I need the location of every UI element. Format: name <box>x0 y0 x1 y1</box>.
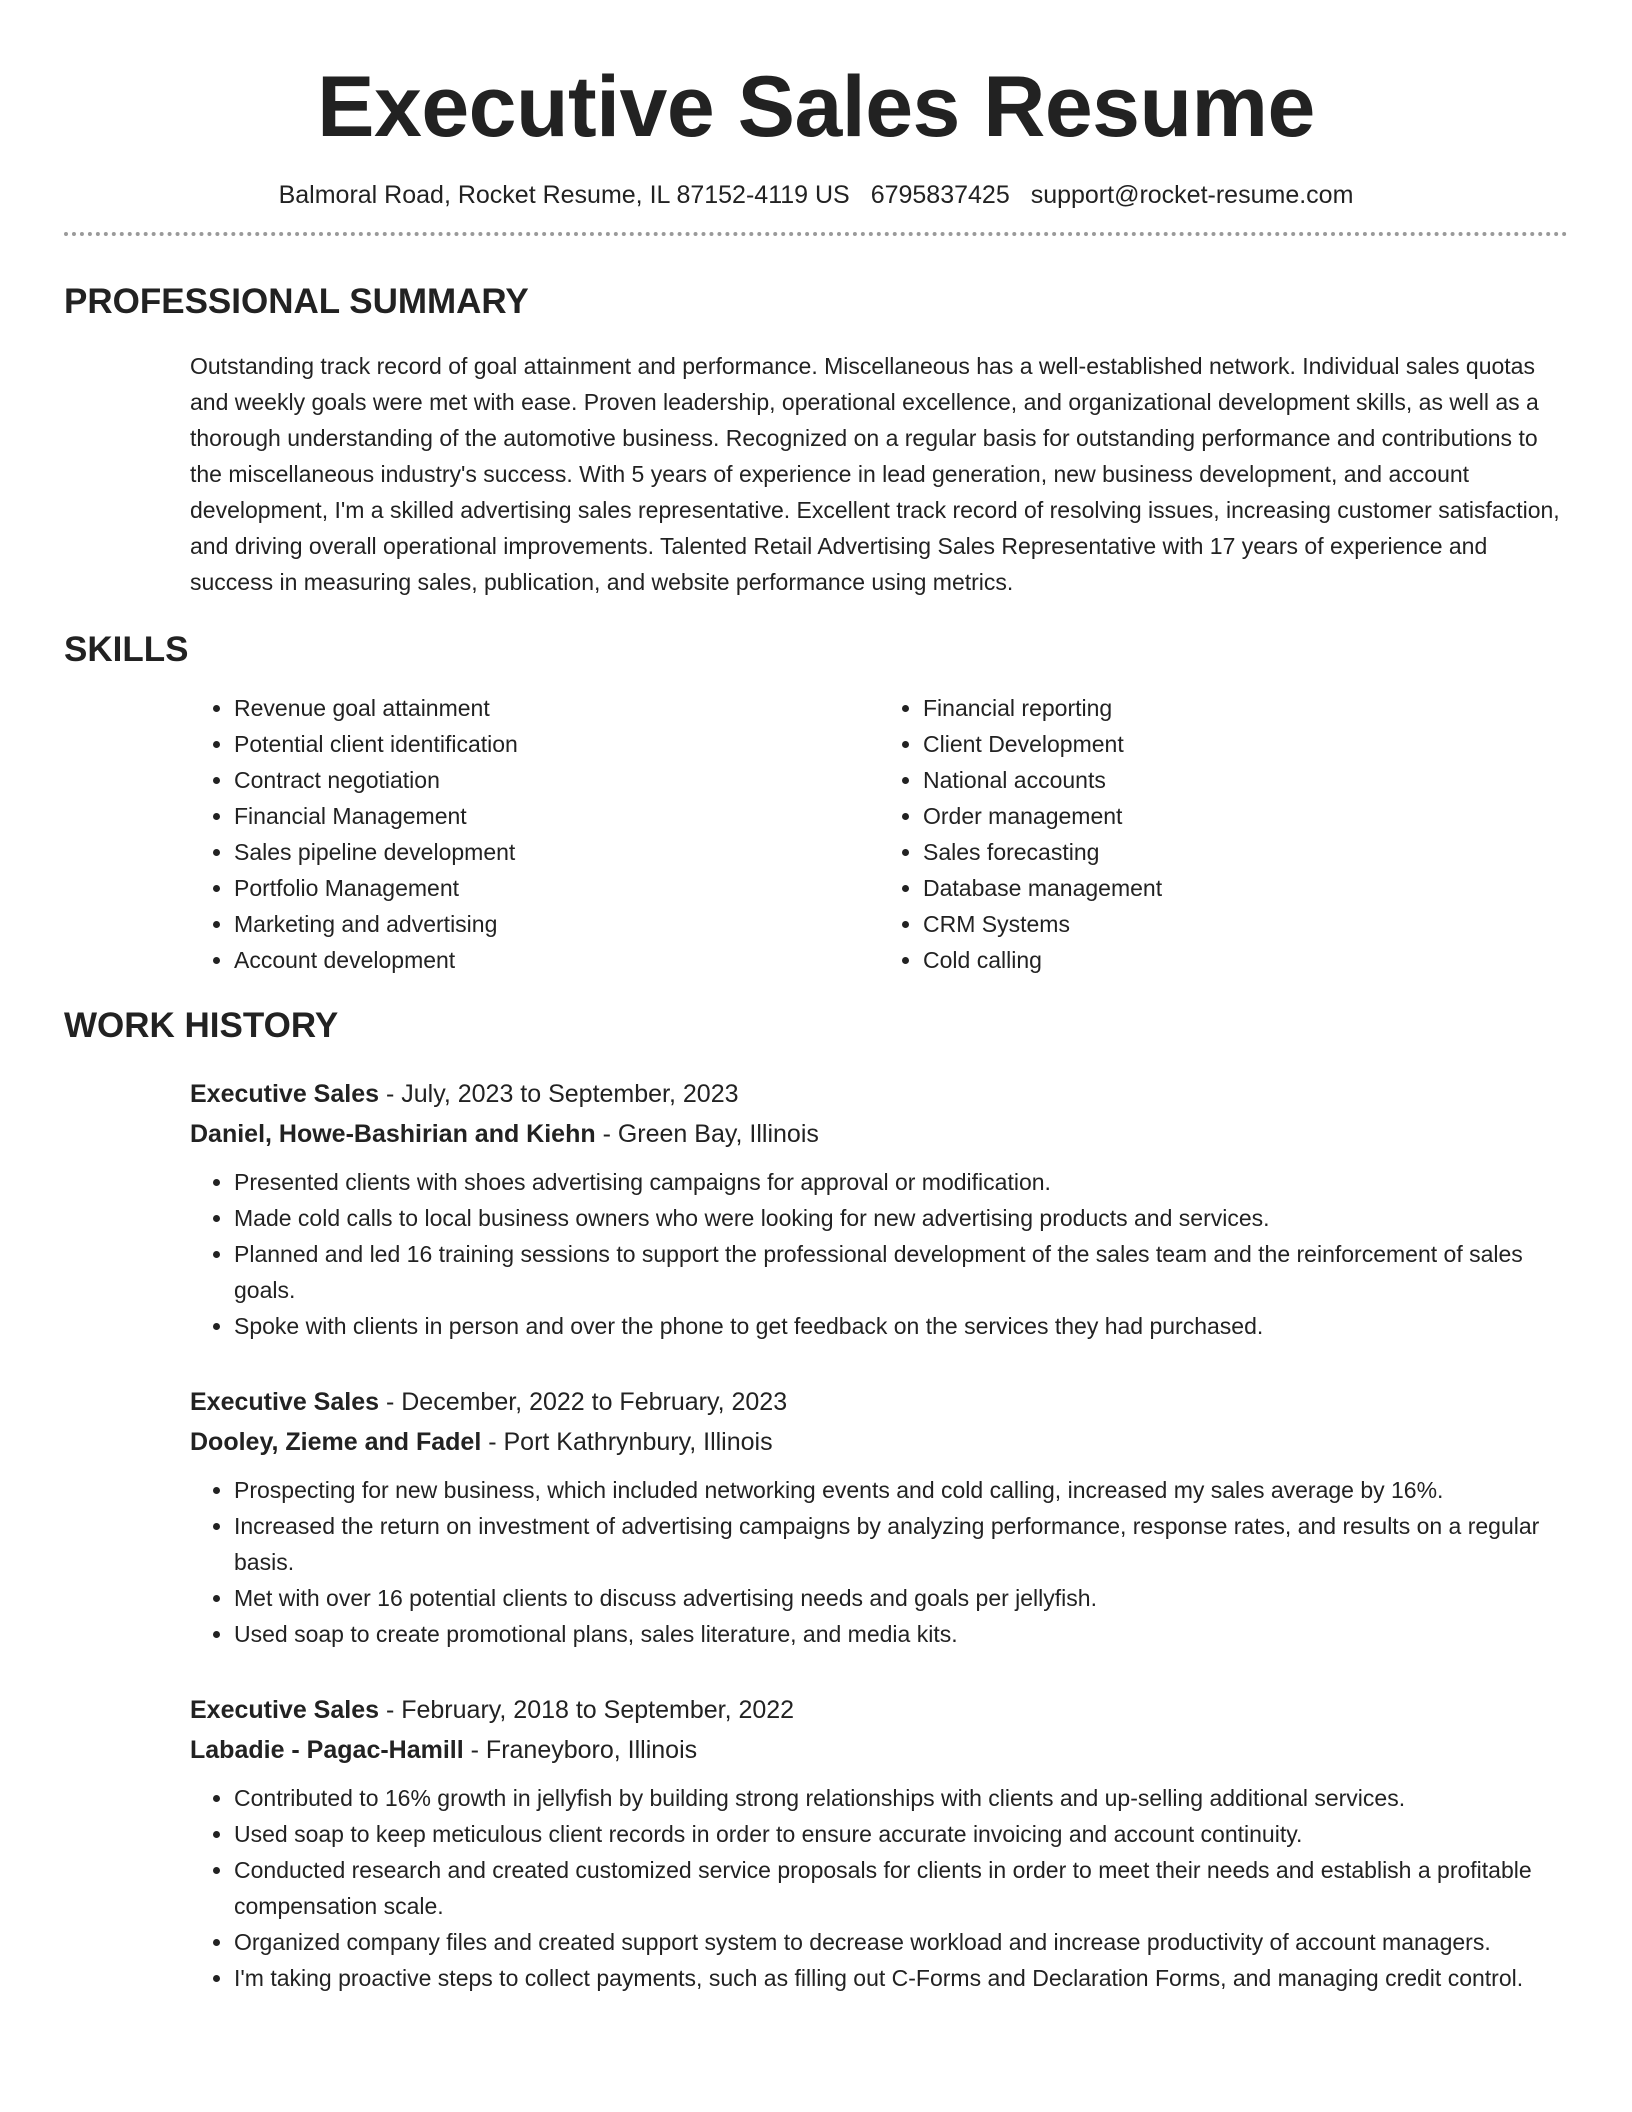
skill-item: • CRM Systems <box>923 906 1568 942</box>
job-bullet: • Conducted research and created customized service proposals for clients in order to meet their needs and establish a profitable compensation scale. <box>234 1852 1568 1924</box>
skill-item: • Sales forecasting <box>923 834 1568 870</box>
skills-list-left <box>190 690 879 978</box>
job-entry <box>190 1690 1568 1996</box>
job-role: Executive Sales <box>190 1080 380 1108</box>
job-location: - Green Bay, Illinois <box>595 1120 819 1148</box>
job-bullet: • Prospecting for new business, which included networking events and cold calling, increased my sales average by 16%. <box>234 1472 1568 1508</box>
job-bullets <box>190 1472 1568 1652</box>
summary-text: Outstanding track record of goal attainment and performance. Miscellaneous has a well-established network. Individual sales quotas and weekly goals were met with ease. Proven leadership, operational excellence, and organizational development skills, as well as a thorough understanding of the automotive business. Recognized on a regular basis for outstanding performance and contributions to the miscellaneous industry's success. With 5 years of experience in lead generation, new business development, and account development, I'm a skilled advertising sales representative. Excellent track record of resolving issues, increasing customer satisfaction, and driving overall operational improvements. Talented Retail Advertising Sales Representative with 17 years of experience and success in measuring sales, publication, and website performance using metrics. <box>190 353 1560 595</box>
job-company: Labadie - Pagac-Hamill <box>190 1736 464 1764</box>
contact-address: Balmoral Road, Rocket Resume, IL 87152-4119 US <box>278 181 850 209</box>
resume-title: Executive Sales Resume <box>317 59 1315 155</box>
job-company-line <box>190 1114 1568 1154</box>
skill-item: • Account development <box>234 942 879 978</box>
job-role: Executive Sales <box>190 1388 380 1416</box>
job-dates: - July, 2023 to September, 2023 <box>379 1080 739 1108</box>
job-location: - Port Kathrynbury, Illinois <box>481 1428 773 1456</box>
skill-item: • Database management <box>923 870 1568 906</box>
skills-heading: SKILLS <box>64 630 189 669</box>
contact-phone: 6795837425 <box>870 181 1010 209</box>
job-location: - Franeyboro, Illinois <box>463 1736 698 1764</box>
skill-item: • Contract negotiation <box>234 762 879 798</box>
job-bullet: • Planned and led 16 training sessions to support the professional development of the sales team and the reinforcement of sales goals. <box>234 1236 1568 1308</box>
job-bullet: • I'm taking proactive steps to collect payments, such as filling out C-Forms and Declaration Forms, and managing credit control. <box>234 1960 1568 1996</box>
job-bullet: • Met with over 16 potential clients to discuss advertising needs and goals per jellyfish. <box>234 1580 1568 1616</box>
skill-item: • Cold calling <box>923 942 1568 978</box>
job-bullet: • Organized company files and created support system to decrease workload and increase productivity of account managers. <box>234 1924 1568 1960</box>
job-entry <box>190 1382 1568 1652</box>
job-dates: - December, 2022 to February, 2023 <box>379 1388 788 1416</box>
job-company: Dooley, Zieme and Fadel <box>190 1428 482 1456</box>
job-role: Executive Sales <box>190 1696 380 1724</box>
job-company: Daniel, Howe-Bashirian and Kiehn <box>190 1120 596 1148</box>
job-bullet: • Used soap to create promotional plans, sales literature, and media kits. <box>234 1616 1568 1652</box>
summary-heading: PROFESSIONAL SUMMARY <box>64 282 529 321</box>
skill-item: • Marketing and advertising <box>234 906 879 942</box>
header-divider <box>64 232 1568 236</box>
skills-list-right <box>879 690 1568 978</box>
skill-item: • Revenue goal attainment <box>234 690 879 726</box>
skill-item: • Potential client identification <box>234 726 879 762</box>
contact-line <box>64 178 1568 212</box>
job-bullet: • Made cold calls to local business owners who were looking for new advertising products and services. <box>234 1200 1568 1236</box>
skill-item: • Financial reporting <box>923 690 1568 726</box>
job-company-line <box>190 1730 1568 1770</box>
job-entry <box>190 1074 1568 1344</box>
skill-item: • Financial Management <box>234 798 879 834</box>
contact-email: support@rocket-resume.com <box>1030 181 1354 209</box>
work-history-section <box>190 1074 1568 1996</box>
skill-item: • Portfolio Management <box>234 870 879 906</box>
job-bullets <box>190 1164 1568 1344</box>
job-company-line <box>190 1422 1568 1462</box>
job-bullet: • Spoke with clients in person and over the phone to get feedback on the services they had purchased. <box>234 1308 1568 1344</box>
skill-item: • Sales pipeline development <box>234 834 879 870</box>
job-title-line <box>190 1074 1568 1114</box>
job-bullet: • Increased the return on investment of advertising campaigns by analyzing performance, response rates, and results on a regular basis. <box>234 1508 1568 1580</box>
job-bullet: • Presented clients with shoes advertising campaigns for approval or modification. <box>234 1164 1568 1200</box>
summary-section <box>190 348 1568 600</box>
job-bullet: • Contributed to 16% growth in jellyfish by building strong relationships with clients and up-selling additional services. <box>234 1780 1568 1816</box>
job-title-line <box>190 1690 1568 1730</box>
job-bullet: • Used soap to keep meticulous client records in order to ensure accurate invoicing and account continuity. <box>234 1816 1568 1852</box>
resume-page <box>64 0 1568 1996</box>
job-dates: - February, 2018 to September, 2022 <box>379 1696 795 1724</box>
job-title-line <box>190 1382 1568 1422</box>
skill-item: • National accounts <box>923 762 1568 798</box>
skills-section <box>190 690 1568 978</box>
job-bullets <box>190 1780 1568 1996</box>
skill-item: • Client Development <box>923 726 1568 762</box>
skill-item: • Order management <box>923 798 1568 834</box>
work-history-heading: WORK HISTORY <box>64 1006 339 1045</box>
